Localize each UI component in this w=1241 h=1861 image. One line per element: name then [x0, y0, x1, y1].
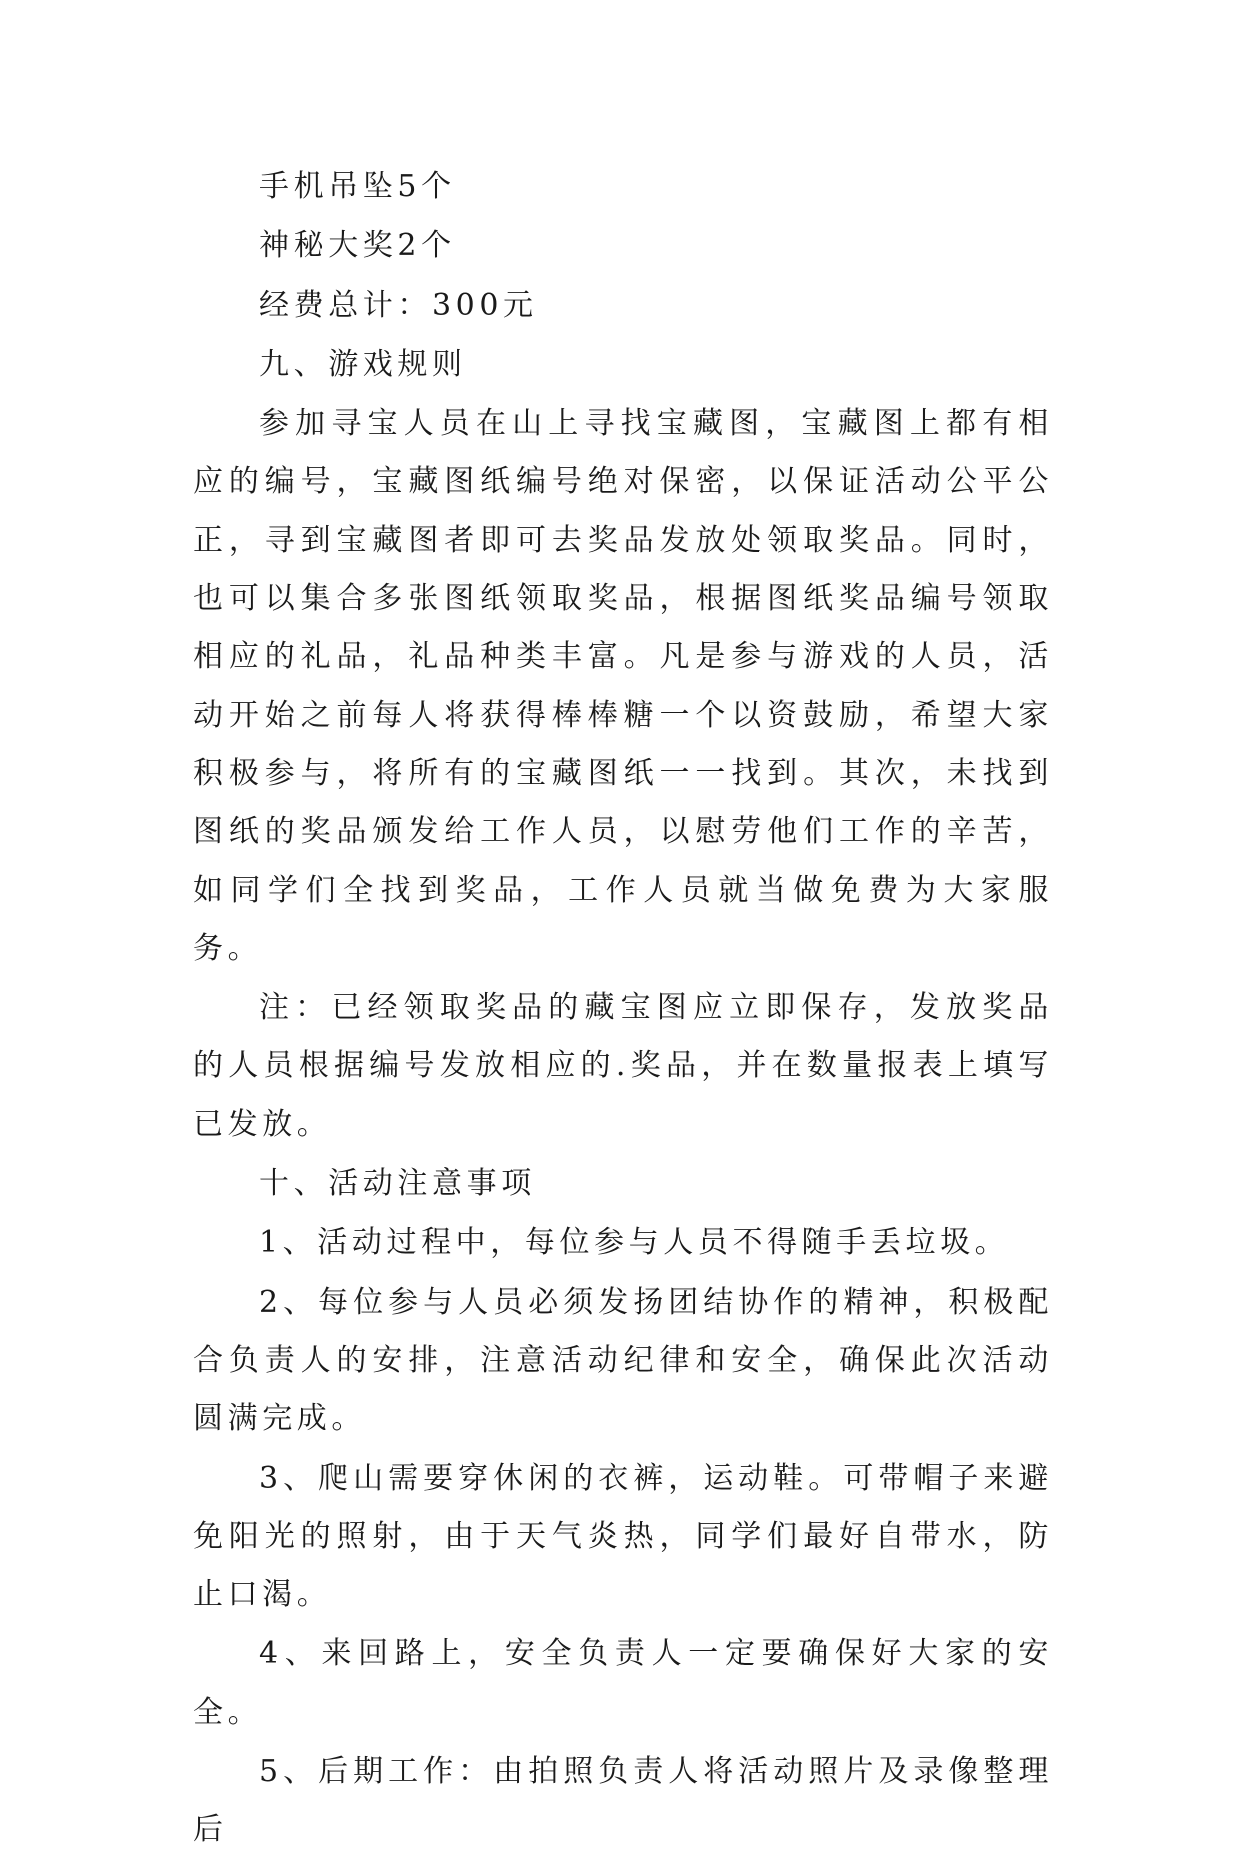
game-rules-note: 注：已经领取奖品的藏宝图应立即保存，发放奖品的人员根据编号发放相应的.奖品，并在数量报表上填写已发放。 [193, 990, 1053, 1142]
precaution-item-3: 3、爬山需要穿休闲的衣裤，运动鞋。可带帽子来避免阳光的照射，由于天气炎热，同学们最好自带水，防止口渴。 [193, 1460, 1053, 1613]
section-heading-precautions: 十、活动注意事项 [259, 1166, 536, 1202]
precaution-item-2: 2、每位参与人员必须发扬团结协作的精神，积极配合负责人的安排，注意活动纪律和安全，确保此次活动圆满完成。 [193, 1284, 1053, 1437]
section-heading-game-rules: 九、游戏规则 [259, 346, 467, 382]
precaution-item-4: 4、来回路上，安全负责人一定要确保好大家的安全。 [193, 1636, 1053, 1730]
document-body [193, 158, 1053, 1861]
prize-pendant-line: 手机吊坠5个 [259, 169, 456, 204]
precaution-item-5: 5、后期工作：由拍照负责人将活动照片及录像整理后 [193, 1754, 1053, 1848]
budget-total-line: 经费总计：300元 [259, 287, 538, 323]
game-rules-paragraph: 参加寻宝人员在山上寻找宝藏图，宝藏图上都有相应的编号，宝藏图纸编号绝对保密，以保证活动公平公正，寻到宝藏图者即可去奖品发放处领取奖品。同时，也可以集合多张图纸领取奖品，根据图纸奖品编号领取相应的礼品，礼品种类丰富。凡是参与游戏的人员，活动开始之前每人将获得棒棒糖一个以资鼓励，希望大家积极参与，将所有的宝藏图纸一一找到。其次，未找到图纸的奖品颁发给工作人员，以慰劳他们工作的辛苦，如同学们全找到奖品，工作人员就当做免费为大家服务。 [193, 406, 1053, 966]
prize-mystery-line: 神秘大奖2个 [259, 228, 456, 264]
precaution-item-1: 1、活动过程中，每位参与人员不得随手丢垃圾。 [259, 1225, 1010, 1261]
